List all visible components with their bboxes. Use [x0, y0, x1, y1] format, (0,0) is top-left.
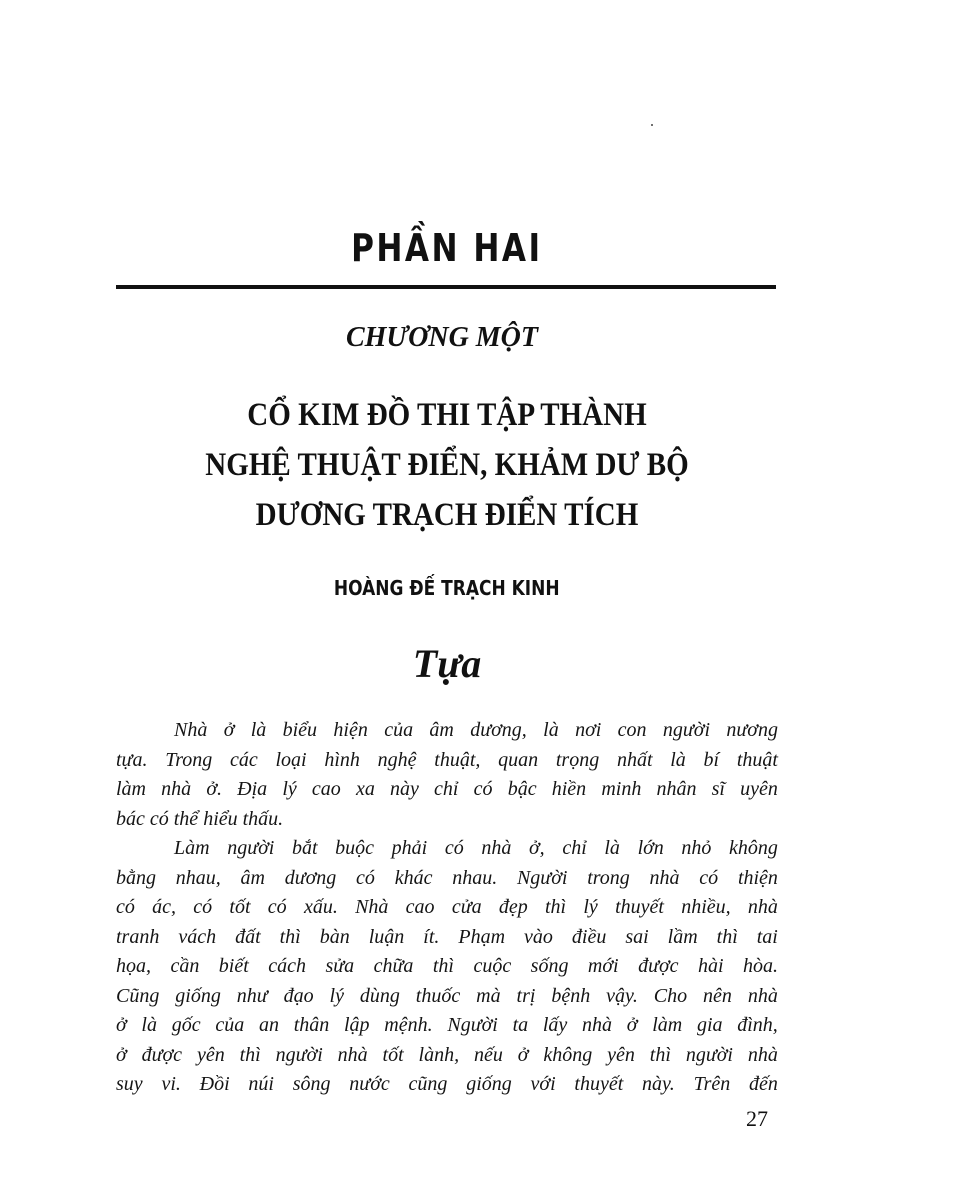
body-text	[116, 716, 778, 1100]
print-speck	[651, 124, 653, 126]
text-line: làm nhà ở. Địa lý cao xa này chỉ có bậc hiền minh nhân sĩ uyên	[116, 778, 778, 800]
text-line: họa, cần biết cách sửa chữa thì cuộc sống mới được hài hòa.	[116, 955, 778, 977]
text-line: ở được yên thì người nhà tốt lành, nếu ở không yên thì người nhà	[116, 1043, 778, 1066]
text-line: tựa. Trong các loại hình nghệ thuật, quan trọng nhất là bí thuật	[116, 748, 778, 771]
text-line: bác có thể hiểu thấu.	[116, 807, 284, 830]
preface-title: Tựa	[412, 641, 482, 686]
text-line: Cũng giống như đạo lý dùng thuốc mà trị bệnh vậy. Cho nên nhà	[116, 984, 778, 1007]
page-number: 27	[746, 1106, 768, 1131]
text-line: có ác, có tốt có xấu. Nhà cao cửa đẹp thì lý thuyết nhiều, nhà	[116, 896, 778, 918]
chapter-heading-line-3: DƯƠNG TRẠCH ĐIỂN TÍCH	[255, 497, 639, 533]
text-line: Nhà ở là biểu hiện của âm dương, là nơi con người nương	[174, 719, 778, 741]
section-heading: HOÀNG ĐẾ TRẠCH KINH	[334, 576, 560, 600]
text-line: suy vi. Đồi núi sông nước cũng giống với thuyết này. Trên đến	[116, 1073, 778, 1095]
chapter-label: CHƯƠNG MỘT	[345, 322, 539, 353]
part-title: PHẦN HAI	[351, 226, 543, 270]
text-line: tranh vách đất thì bàn luận ít. Phạm vào điều sai lầm thì tai	[116, 925, 778, 948]
chapter-heading-line-1: CỔ KIM ĐỒ THI TẬP THÀNH	[247, 397, 647, 433]
text-line: ở là gốc của an thân lập mệnh. Người ta lấy nhà ở làm gia đình,	[116, 1014, 778, 1036]
text-line: bằng nhau, âm dương có khác nhau. Người trong nhà có thiện	[116, 866, 778, 889]
chapter-heading	[0, 390, 954, 540]
chapter-heading-line-2: NGHỆ THUẬT ĐIỂN, KHẢM DƯ BỘ	[205, 447, 689, 483]
title-rule	[116, 285, 776, 289]
text-line: Làm người bắt buộc phải có nhà ở, chỉ là lớn nhỏ không	[174, 837, 778, 859]
